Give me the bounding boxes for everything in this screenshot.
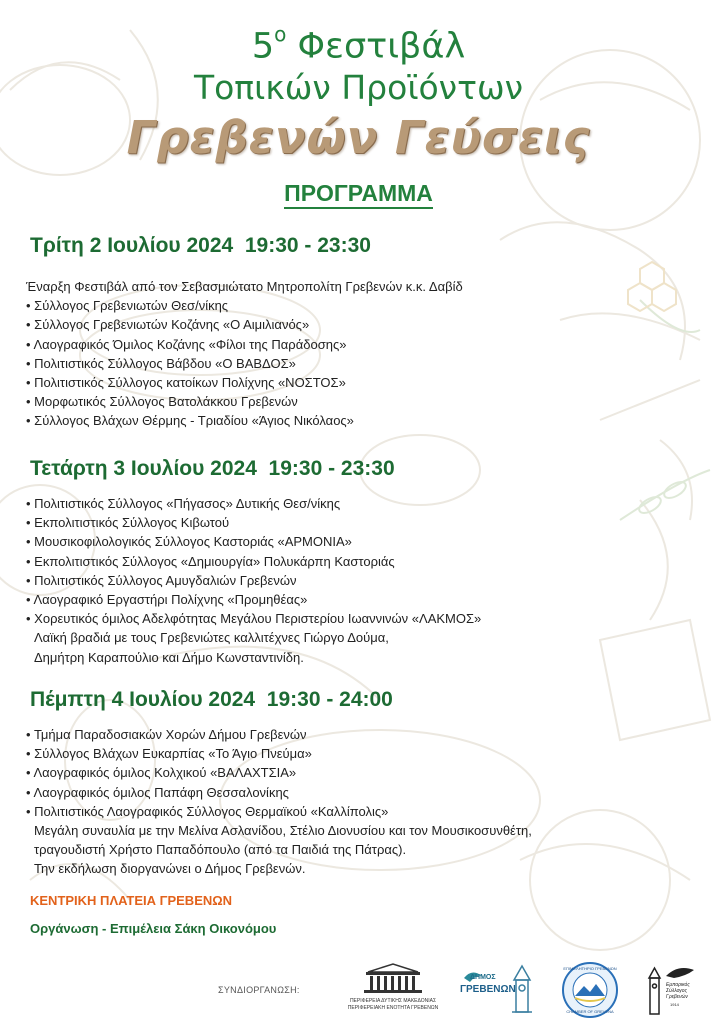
- day-1-list: [26, 277, 463, 431]
- event-location: ΚΕΝΤΡΙΚΗ ΠΛΑΤΕΙΑ ΓΡΕΒΕΝΩΝ: [30, 893, 233, 908]
- association-name-3: Γρεβενών: [666, 994, 688, 1000]
- association-name-1: Εμπορικός: [666, 982, 690, 988]
- festival-word: Φεστιβάλ: [297, 26, 466, 67]
- list-item: • Χορευτικός όμιλος Αδελφότητας Μεγάλου Περιστερίου Ιωαννινών «ΛΑΚΜΟΣ»: [26, 609, 481, 628]
- list-item: • Λαογραφικό Εργαστήρι Πολίχνης «Προμηθέας»: [26, 590, 481, 609]
- municipality-name: ΓΡΕΒΕΝΩΝ: [460, 984, 516, 995]
- program-heading: [0, 180, 717, 207]
- day-3-list: [26, 725, 532, 879]
- municipality-small: ΔΗΜΟΣ: [470, 974, 496, 981]
- day-1-heading: Τρίτη 2 Ιουλίου 2024 19:30 - 23:30: [30, 234, 371, 257]
- list-item: • Εκπολιτιστικός Σύλλογος «Δημιουργία» Πολυκάρπη Καστοριάς: [26, 552, 481, 571]
- edition-number: 5: [251, 26, 275, 67]
- region-line-1: ΠΕΡΙΦΕΡΕΙΑ ΔΥΤΙΚΗΣ ΜΑΚΕΔΟΝΙΑΣ: [349, 998, 437, 1004]
- list-item: • Σύλλογος Βλάχων Θέρμης - Τριαδίου «Άγιος Νικόλαος»: [26, 411, 463, 430]
- co-organizers-label: ΣΥΝΔΙΟΡΓΑΝΩΣΗ:: [218, 985, 300, 995]
- list-item: • Λαογραφικός όμιλος Κολχικού «ΒΑΛΑΧΤΣΙΑ»: [26, 763, 532, 782]
- chamber-subtitle: CHAMBER OF GREVENA: [566, 1009, 614, 1014]
- day-2-note: Δημήτρη Καραπούλιο και Δήμο Κωνσταντινίδη.: [34, 649, 304, 665]
- day-2-list: [26, 494, 481, 667]
- region-line-2: ΠΕΡΙΦΕΡΕΙΑΚΗ ΕΝΟΤΗΤΑ ΓΡΕΒΕΝΩΝ: [347, 1005, 439, 1011]
- list-item: • Σύλλογος Βλάχων Ευκαρπίας «Το Άγιο Πνεύμα»: [26, 744, 532, 763]
- day-3-note: τραγουδιστή Χρήστο Παπαδόπουλο (από τα Παιδιά της Πάτρας).: [34, 842, 407, 858]
- edition-superscript: ο: [274, 22, 287, 46]
- bird-icon: [666, 968, 694, 978]
- chamber-logo: [560, 962, 620, 1018]
- list-item: • Λαογραφικός Όμιλος Κοζάνης «Φίλοι της Παράδοσης»: [26, 335, 463, 354]
- list-item: • Πολιτιστικός Λαογραφικός Σύλλογος Θερμαϊκού «Καλλίπολις»: [26, 802, 532, 821]
- chamber-name: ΕΠΙΜΕΛΗΤΗΡΙΟ ΓΡΕΒΕΝΩΝ: [563, 966, 617, 971]
- festival-edition-title: [0, 18, 717, 67]
- list-item: • Εκπολιτιστικός Σύλλογος Κιβωτού: [26, 513, 481, 532]
- day-3-note: Την εκδήλωση διοργανώνει ο Δήμος Γρεβενών.: [34, 861, 306, 877]
- list-item: • Πολιτιστικός Σύλλογος «Πήγασος» Δυτικής Θεσ/νίκης: [26, 494, 481, 513]
- list-item: • Πολιτιστικός Σύλλογος Βάβδου «Ο ΒΑΒΔΟΣ»: [26, 354, 463, 373]
- festival-brand-title: Γρεβενών Γεύσεις: [126, 111, 591, 164]
- municipality-logo: [458, 962, 540, 1018]
- festival-subtitle: Τοπικών Προϊόντων: [193, 68, 524, 107]
- list-item: • Πολιτιστικός Σύλλογος Αμυγδαλιών Γρεβενών: [26, 571, 481, 590]
- trade-association-logo: [644, 962, 714, 1020]
- list-item: • Μορφωτικός Σύλλογος Βατολάκκου Γρεβενών: [26, 392, 463, 411]
- list-item: • Σύλλογος Γρεβενιωτών Κοζάνης «Ο Αιμιλιανός»: [26, 315, 463, 334]
- day-1-opening: Έναρξη Φεστιβάλ από τον Σεβασμιώτατο Μητροπολίτη Γρεβενών κ.κ. Δαβίδ: [26, 279, 463, 294]
- building-icon: [330, 962, 456, 996]
- region-logo: [330, 962, 456, 1014]
- day-3-note: Μεγάλη συναυλία με την Μελίνα Ασλανίδου, Στέλιο Διονυσίου και τον Μουσικοσυνθέτη,: [34, 822, 532, 838]
- list-item: • Σύλλογος Γρεβενιωτών Θεσ/νίκης: [26, 296, 463, 315]
- association-name-2: Σύλλογος: [666, 988, 688, 994]
- list-item: • Τμήμα Παραδοσιακών Χορών Δήμου Γρεβενών: [26, 725, 532, 744]
- day-2-heading: Τετάρτη 3 Ιουλίου 2024 19:30 - 23:30: [30, 457, 395, 480]
- day-2-note: Λαϊκή βραδιά με τους Γρεβενιώτες καλλιτέχνες Γιώργο Δούμα,: [34, 630, 389, 646]
- day-3-heading: Πέμπτη 4 Ιουλίου 2024 19:30 - 24:00: [30, 688, 393, 711]
- list-item: • Μουσικοφιλολογικός Σύλλογος Καστοριάς «ΑΡΜΟΝΙΑ»: [26, 532, 481, 551]
- organizer-credit: Οργάνωση - Επιμέλεια Σάκη Οικονόμου: [30, 921, 277, 936]
- association-year: 1914: [670, 1002, 679, 1007]
- list-item: • Λαογραφικός όμιλος Παπάφη Θεσσαλονίκης: [26, 783, 532, 802]
- list-item: • Πολιτιστικός Σύλλογος κατοίκων Πολίχνης «ΝΟΣΤΟΣ»: [26, 373, 463, 392]
- tower-icon: [649, 968, 660, 1014]
- program-label: ΠΡΟΓΡΑΜΜΑ: [284, 180, 433, 209]
